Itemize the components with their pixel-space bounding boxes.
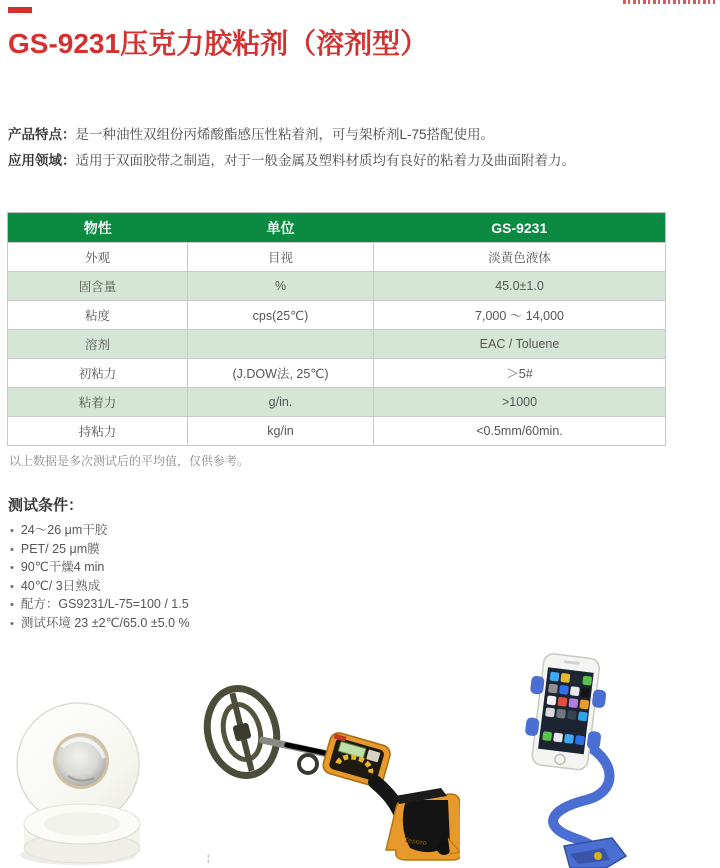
test-condition-item: • 测试环境 23 ±2℃/65.0 ±5.0 % xyxy=(10,615,190,634)
property-cell: 粘着力 xyxy=(8,388,188,417)
intro-label-applications: 应用领域： xyxy=(8,153,76,168)
value-cell: <0.5mm/60min. xyxy=(374,417,666,446)
product-image-metal-detector xyxy=(190,680,460,866)
property-cell: 外观 xyxy=(8,243,188,272)
unit-cell: % xyxy=(188,272,374,301)
unit-cell: cps(25℃) xyxy=(188,301,374,330)
intro-line-applications xyxy=(8,148,708,174)
unit-cell xyxy=(188,330,374,359)
table-row xyxy=(8,243,666,272)
armrest xyxy=(386,788,460,860)
table-row xyxy=(8,417,666,446)
test-condition-item: • 40℃/ 3日熟成 xyxy=(10,578,190,597)
intro-label-features: 产品特点： xyxy=(8,127,76,142)
table-row xyxy=(8,359,666,388)
table-row xyxy=(8,388,666,417)
unit-cell: g/in. xyxy=(188,388,374,417)
table-note: 以上数据是多次测试后的平均值，仅供参考。 xyxy=(9,454,250,468)
spec-table-head xyxy=(8,213,666,243)
unit-cell: 目视 xyxy=(188,243,374,272)
value-cell: ＞5# xyxy=(374,359,666,388)
test-condition-item: • 配方：GS9231/L-75=100 / 1.5 xyxy=(10,596,190,615)
property-cell: 粘度 xyxy=(8,301,188,330)
intro-line-features xyxy=(8,122,708,148)
spec-table-body xyxy=(8,243,666,446)
tape-rolls-illustration xyxy=(12,672,157,868)
value-cell: 淡黄色液体 xyxy=(374,243,666,272)
intro-text-applications: 适用于双面胶带之制造，对于一般金属及塑料材质均有良好的粘着力及曲面附着力。 xyxy=(75,153,575,168)
unit-cell: (J.DOW法, 25℃) xyxy=(188,359,374,388)
clipped-logo-text xyxy=(623,0,715,4)
test-condition-item: • PET/ 25 μm膜 xyxy=(10,541,190,560)
page-title: GS-9231压克力胶粘剂（溶剂型） xyxy=(8,28,429,59)
property-cell: 初粘力 xyxy=(8,359,188,388)
property-cell: 溶剂 xyxy=(8,330,188,359)
unit-cell: kg/in xyxy=(188,417,374,446)
value-cell: 45.0±1.0 xyxy=(374,272,666,301)
red-dash-accent xyxy=(8,7,32,13)
stray-mark: ¦ xyxy=(207,853,210,863)
table-row xyxy=(8,272,666,301)
search-coil xyxy=(198,681,285,783)
svg-text:Tesoro: Tesoro xyxy=(403,837,428,848)
test-conditions-list xyxy=(10,522,190,633)
table-row xyxy=(8,330,666,359)
test-conditions-heading: 测试条件： xyxy=(8,497,84,514)
column-header-0: 物性 xyxy=(8,213,188,243)
value-cell: EAC / Toluene xyxy=(374,330,666,359)
product-image-phone-holder xyxy=(486,650,656,868)
column-header-1: 单位 xyxy=(188,213,374,243)
product-intro xyxy=(8,122,708,174)
column-header-2: GS-9231 xyxy=(374,213,666,243)
intro-text-features: 是一种油性双组份丙烯酸酯感压性粘着剂，可与架桥剂L-75搭配使用。 xyxy=(75,127,495,142)
value-cell: 7,000 ～ 14,000 xyxy=(374,301,666,330)
property-cell: 持粘力 xyxy=(8,417,188,446)
metal-detector-illustration xyxy=(190,680,460,866)
property-cell: 固含量 xyxy=(8,272,188,301)
header-row xyxy=(8,213,666,243)
table-row xyxy=(8,301,666,330)
lying-tape-rolls xyxy=(24,804,140,864)
phone-holder-illustration xyxy=(486,650,656,868)
test-condition-item: • 24～26 μm干胶 xyxy=(10,522,190,541)
product-image-tape-rolls xyxy=(12,672,157,868)
spec-table xyxy=(7,212,666,446)
value-cell: >1000 xyxy=(374,388,666,417)
test-condition-item: • 90℃干燥4 min xyxy=(10,559,190,578)
